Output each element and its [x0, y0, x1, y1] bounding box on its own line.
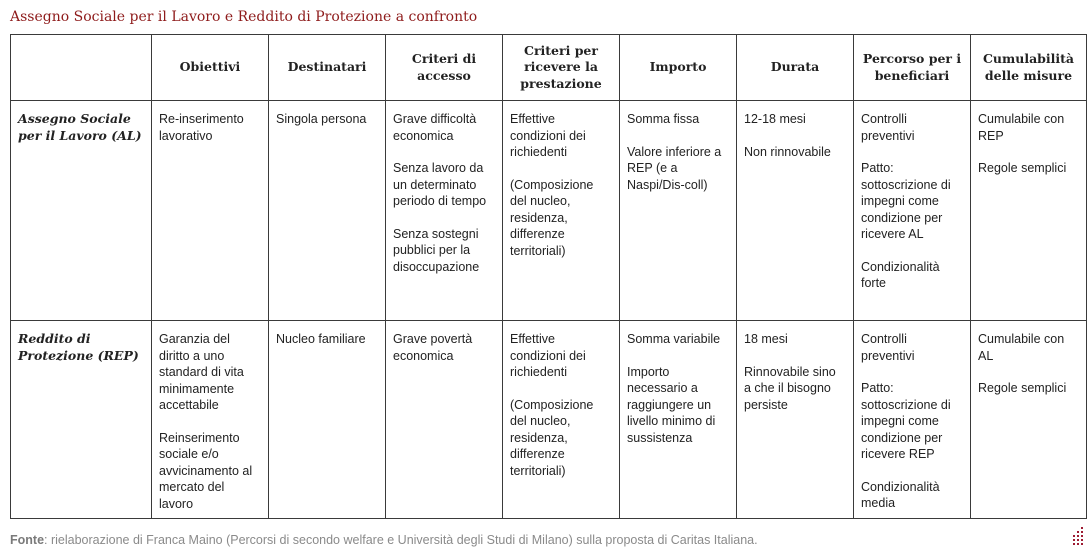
cell-text: Effettive condizioni dei richiedenti: [510, 332, 586, 379]
row-label-rep: Reddito di Protezione (REP): [11, 321, 152, 519]
table-cell: [737, 101, 854, 321]
cell-text: Condizionalità media: [861, 479, 940, 510]
cell-text: (Composizione del nucleo, residenza, differenze territoriali): [510, 397, 594, 478]
cell-text: 12-18 mesi: [744, 112, 806, 126]
cell-text: Controlli preventivi: [861, 332, 915, 363]
table-row-al: [11, 101, 1087, 321]
table-cell: [503, 101, 620, 321]
cell-text: Patto: sottoscrizione di impegni come condizione per ricevere REP: [861, 381, 951, 461]
header-criteri-accesso: Criteri di accesso: [386, 35, 503, 101]
row-label-al: Assegno Sociale per il Lavoro (AL): [11, 101, 152, 321]
cell-text: Controlli preventivi: [861, 112, 915, 143]
header-destinatari: Destinatari: [269, 35, 386, 101]
cell-text: 18 mesi: [744, 332, 788, 346]
cell-text: Reinserimento sociale e/o avvicinamento al mercato del lavoro: [159, 430, 253, 511]
cell-text: Regole semplici: [978, 161, 1067, 175]
table-cell: [971, 101, 1087, 321]
cell-text: Non rinnovabile: [744, 144, 831, 159]
cell-text: Regole semplici: [978, 381, 1067, 395]
cell-text: Effettive condizioni dei richiedenti: [510, 112, 586, 159]
cell-text: Grave povertà economica: [393, 332, 473, 363]
cell-text: Rinnovabile sino a che il bisogno persiste: [744, 364, 836, 412]
page-title: Assegno Sociale per il Lavoro e Reddito di Protezione a confronto: [10, 9, 478, 25]
table-cell: [620, 321, 737, 519]
table-cell: [854, 321, 971, 519]
cell-text: Senza lavoro da un determinato periodo di tempo: [393, 161, 487, 208]
cell-text: Nucleo familiare: [276, 332, 366, 346]
table-cell: [386, 321, 503, 519]
table-cell: [503, 321, 620, 519]
header-row: [11, 35, 1087, 101]
cell-text: Senza sostegni pubblici per la disoccupazione: [393, 226, 480, 274]
dot-grid-logo-icon: [1071, 527, 1085, 547]
table-cell: [269, 101, 386, 321]
table-cell: [854, 101, 971, 321]
table-cell: [971, 321, 1087, 519]
cell-text: Somma variabile: [627, 332, 721, 346]
header-cumulabilita: Cumulabilità delle misure: [971, 35, 1087, 101]
cell-text: Cumulabile con AL: [978, 332, 1065, 363]
cell-text: Singola persona: [276, 112, 367, 126]
header-durata: Durata: [737, 35, 854, 101]
table-cell: [152, 321, 269, 519]
header-percorso: Percorso per i beneficiari: [854, 35, 971, 101]
cell-text: Patto: sottoscrizione di impegni come condizione per ricevere AL: [861, 161, 951, 241]
cell-text: Condizionalità forte: [861, 259, 940, 290]
header-cell-empty: [11, 35, 152, 101]
header-importo: Importo: [620, 35, 737, 101]
source-note: [10, 533, 758, 547]
cell-text: Somma fissa: [627, 112, 700, 126]
comparison-table: [10, 34, 1087, 519]
cell-text: Importo necessario a raggiungere un livello minimo di sussistenza: [627, 364, 716, 445]
header-obiettivi: Obiettivi: [152, 35, 269, 101]
cell-text: Re-inserimento lavorativo: [159, 112, 244, 143]
header-criteri-prestazione: Criteri per ricevere la prestazione: [503, 35, 620, 101]
cell-text: Garanzia del diritto a uno standard di vita minimamente accettabile: [159, 332, 244, 412]
cell-text: Valore inferiore a REP (e a Naspi/Dis-coll): [627, 144, 722, 192]
cell-text: Grave difficoltà economica: [393, 112, 477, 143]
table-cell: [152, 101, 269, 321]
source-label: Fonte: [10, 533, 45, 547]
table-row-rep: [11, 321, 1087, 519]
table-cell: [737, 321, 854, 519]
source-text: : rielaborazione di Franca Maino (Percorsi di secondo welfare e Università degli Studi di Milano) sulla proposta di Caritas Italiana.: [44, 533, 758, 547]
table-cell: [386, 101, 503, 321]
cell-text: (Composizione del nucleo, residenza, differenze territoriali): [510, 177, 594, 258]
table-cell: [620, 101, 737, 321]
cell-text: Cumulabile con REP: [978, 112, 1065, 143]
table-cell: [269, 321, 386, 519]
